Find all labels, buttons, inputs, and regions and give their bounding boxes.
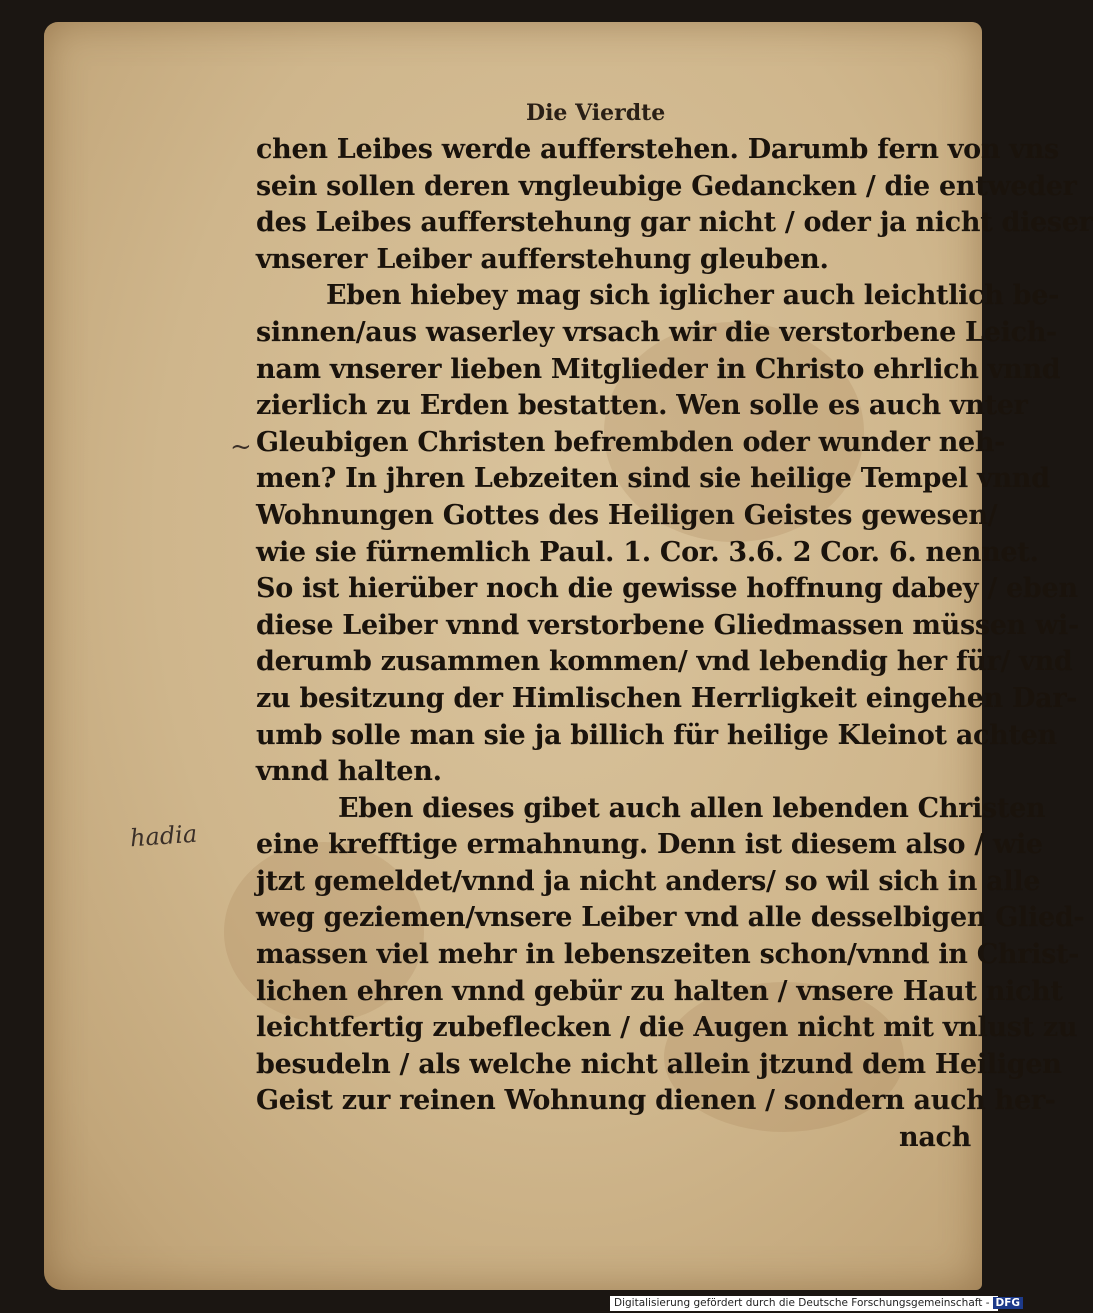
margin-mark: ~	[230, 432, 252, 462]
text-line: eine krefftige ermahnung. Denn ist diesem also / wie	[256, 829, 1043, 861]
digitization-footer	[610, 1296, 1021, 1311]
margin-note-handwritten: hadia	[129, 819, 199, 853]
text-line: jtzt gemeldet/vnnd ja nicht anders/ so wil sich in alle	[256, 865, 1041, 897]
text-line: vnnd halten.	[256, 756, 442, 788]
text-line: sein sollen deren vngleubige Gedancken / die entweder	[256, 170, 1077, 202]
text-line: vnserer Leiber aufferstehung gleuben.	[256, 243, 829, 275]
catchword: nach	[899, 1122, 971, 1154]
text-line: lichen ehren vnnd gebür zu halten / vnsere Haut nicht	[256, 975, 1063, 1007]
dfg-logo: DFG	[993, 1297, 1024, 1309]
text-line: men? In jhren Lebzeiten sind sie heilige Tempel vnnd	[256, 463, 1050, 495]
text-line: Geist zur reinen Wohnung dienen / sondern auch her-	[256, 1085, 1056, 1117]
text-line: Gleubigen Christen befrembden oder wunder neh-	[256, 426, 1006, 458]
text-line: So ist hierüber noch die gewisse hoffnung dabey / eben	[256, 573, 1078, 605]
text-line: umb solle man sie ja billich für heilige Kleinot achten	[256, 719, 1057, 751]
text-line: zu besitzung der Himlischen Herrligkeit eingehen Dar-	[256, 682, 1078, 714]
text-line: wie sie fürnemlich Paul. 1. Cor. 3.6. 2 Cor. 6. nennet.	[256, 536, 1039, 568]
text-line: sinnen/aus waserley vrsach wir die verstorbene Leich-	[256, 316, 1057, 348]
footer-text: Digitalisierung gefördert durch die Deutsche Forschungsgemeinschaft -	[614, 1297, 990, 1309]
text-line: massen viel mehr in lebenszeiten schon/vnnd in Christ-	[256, 939, 1080, 971]
text-line: zierlich zu Erden bestatten. Wen solle es auch vnter	[256, 390, 1028, 422]
text-line: derumb zusammen kommen/ vnd lebendig her für/ vnd	[256, 646, 1073, 678]
text-line: des Leibes aufferstehung gar nicht / oder ja nicht dieser	[256, 207, 1093, 239]
text-line: chen Leibes werde aufferstehen. Darumb fern von vns	[256, 134, 1059, 165]
text-line: Eben dieses gibet auch allen lebenden Christen	[338, 792, 1046, 824]
running-header: Die Vierdte	[526, 100, 666, 126]
text-line: nam vnserer lieben Mitglieder in Christo ehrlich vnnd	[256, 353, 1061, 385]
page-text	[256, 132, 1093, 1157]
text-line: leichtfertig zubeflecken / die Augen nicht mit vnlust zu	[256, 1012, 1078, 1044]
text-line: Wohnungen Gottes des Heiligen Geistes gewesen/	[256, 499, 998, 531]
text-line: weg geziemen/vnsere Leiber vnd alle desselbigen Glied-	[256, 902, 1085, 934]
text-line: diese Leiber vnnd verstorbene Gliedmassen müssen wi-	[256, 609, 1079, 641]
text-line: besudeln / als welche nicht allein jtzund dem Heiligen	[256, 1048, 1062, 1080]
text-line: Eben hiebey mag sich iglicher auch leichtlich be-	[326, 280, 1060, 312]
